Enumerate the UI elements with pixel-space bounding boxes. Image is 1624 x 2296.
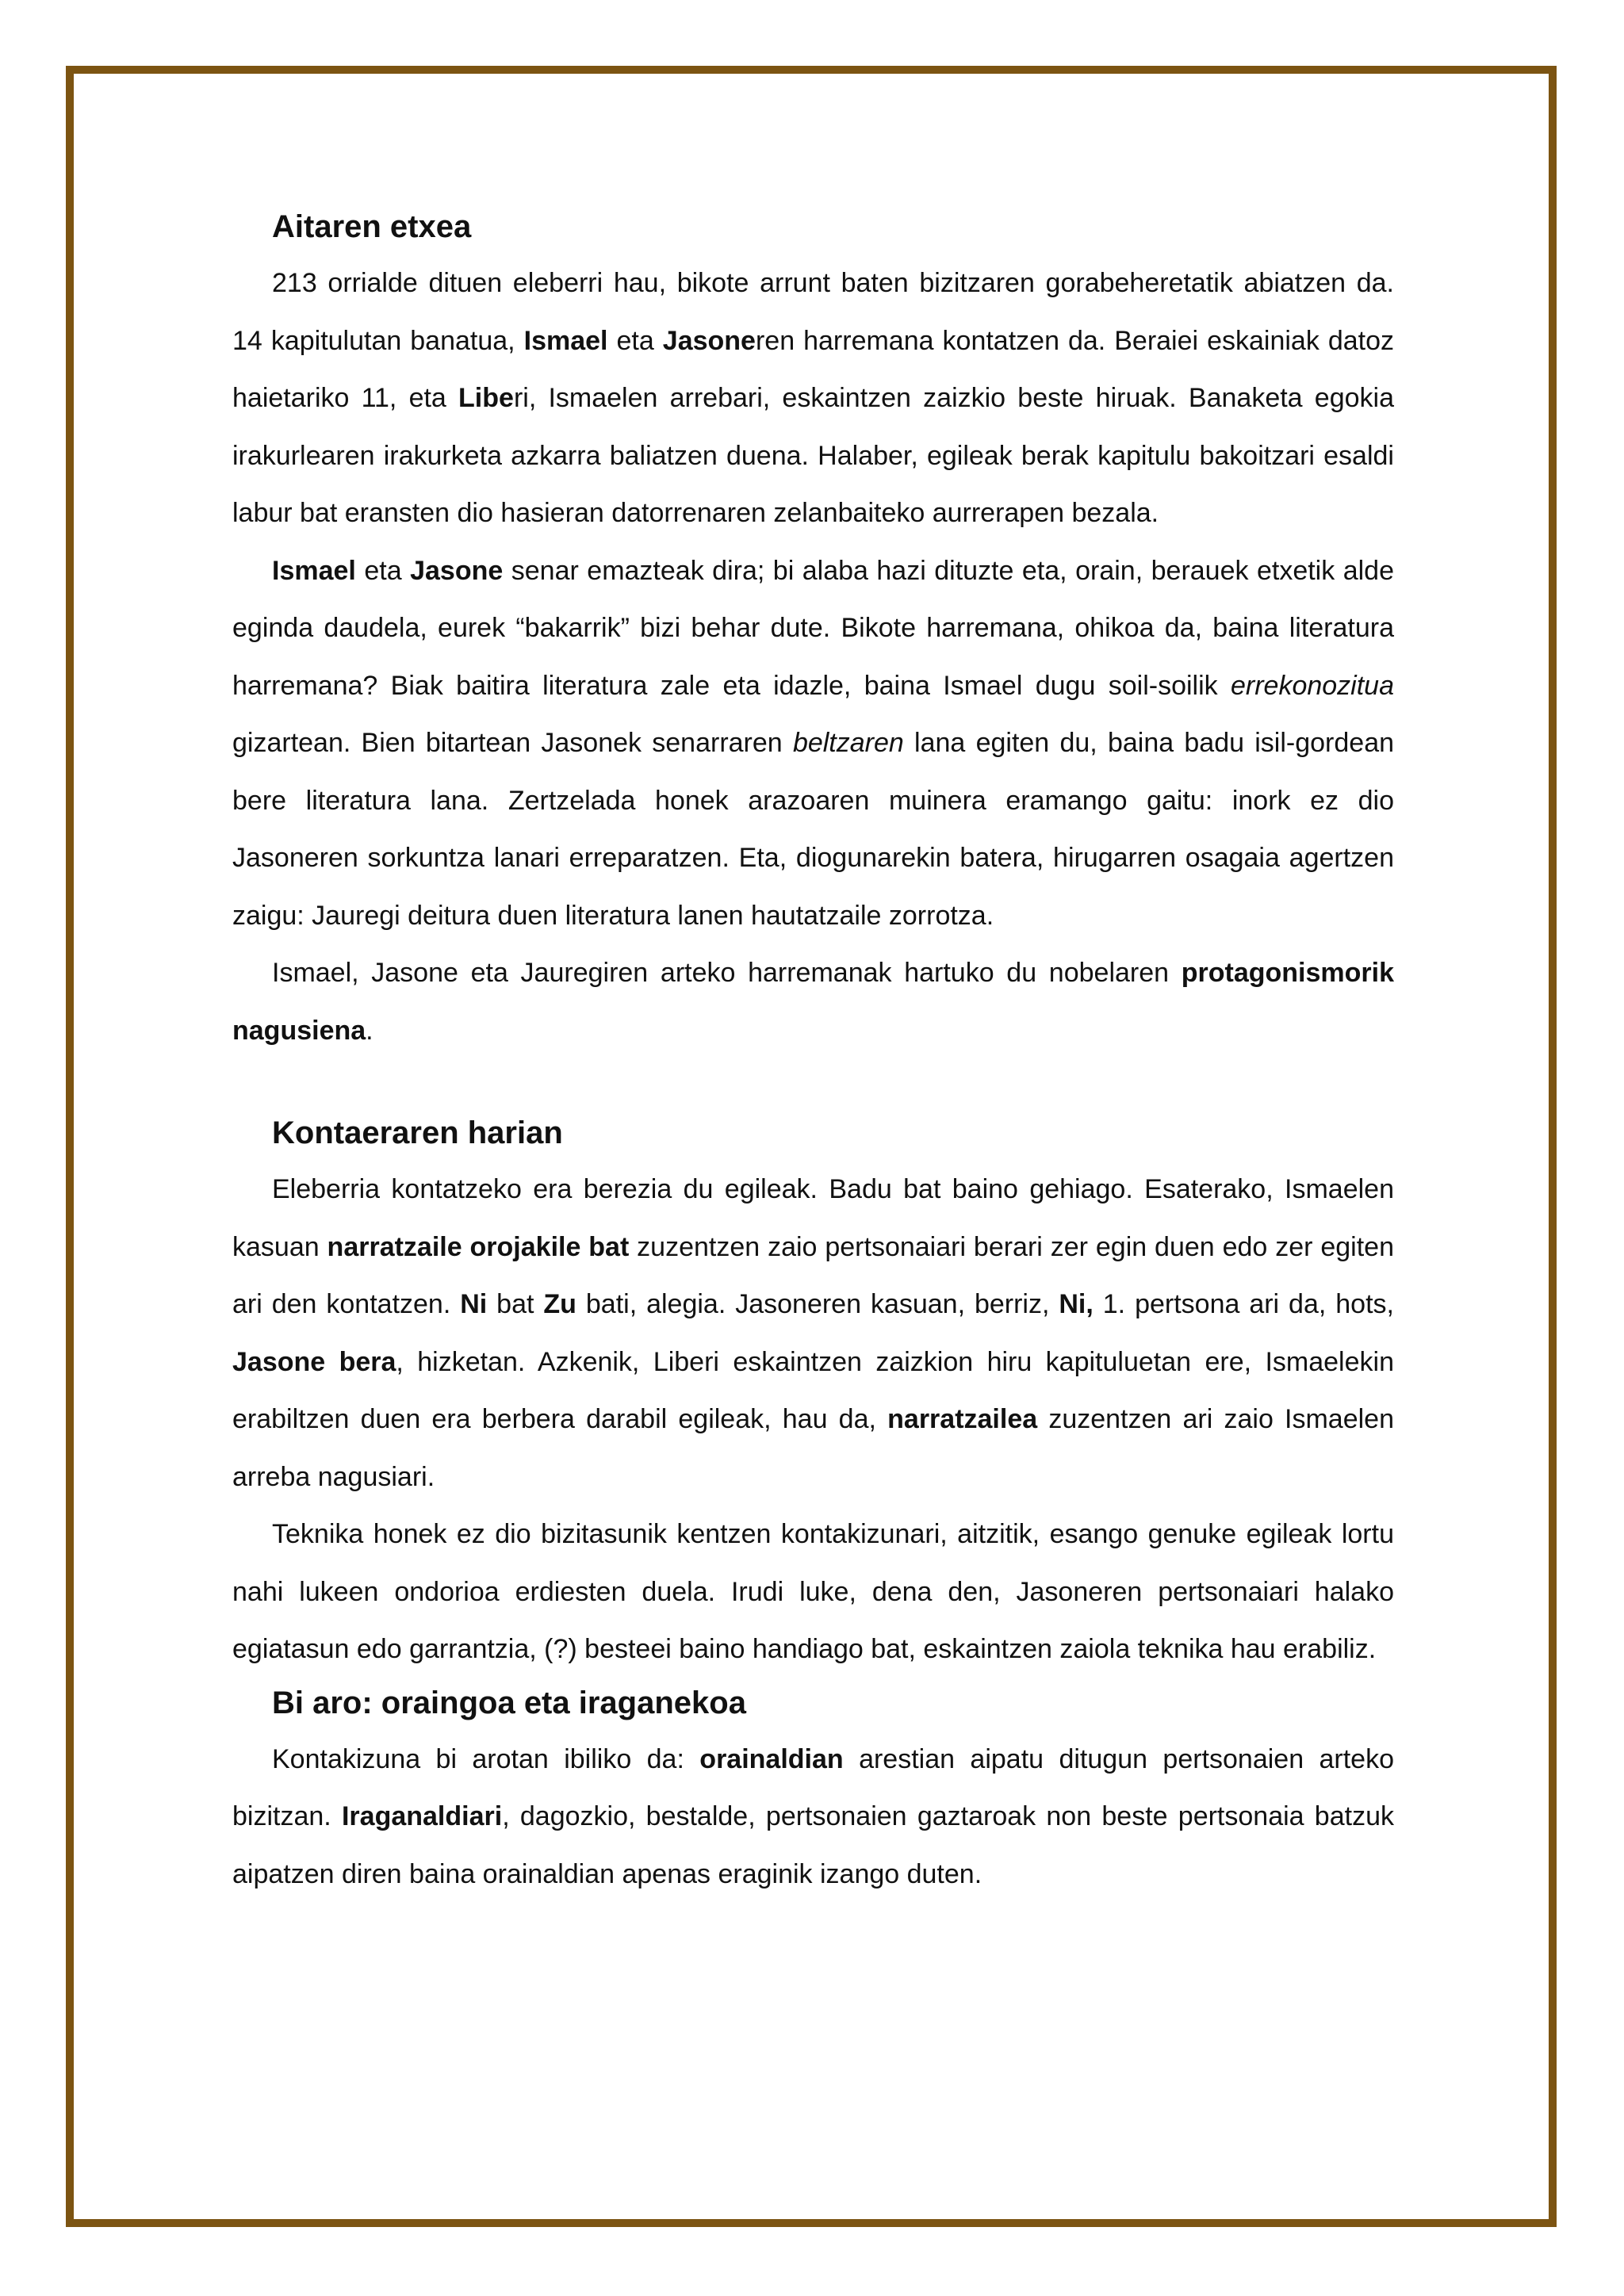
text-run: bati, alegia. Jasoneren kasuan, berriz, (576, 1289, 1059, 1319)
paragraph (232, 1506, 1394, 1678)
text-run: lana egiten du, baina badu isil-gordean bere literatura lana. Zertzelada honek arazoaren muinera eramango gaitu: inork ez dio Jasoneren sorkuntza lanari erreparatzen. Eta, diogunarekin batera, hirugarren osagaia agertzen zaigu: Jauregi deitura duen literatura lanen hautatzaile zorrotza. (232, 728, 1395, 931)
text-run: Teknika honek ez dio bizitasunik kentzen kontakizunari, aitzitik, esango genuke egileak lortu nahi lukeen ondorioa erdiesten duela. Irudi luke, dena den, Jasoneren pertsonaiari halako egiatasun edo garrantzia, (?) besteei baino handiago bat, eskaintzen zaiola teknika hau erabiliz. (232, 1519, 1394, 1664)
bold-text: narratzailea (887, 1404, 1038, 1434)
bold-text: Iraganaldiari (341, 1801, 503, 1831)
text-run: , dagozkio, bestalde, pertsonaien gaztaroak non beste pertsonaia batzuk aipatzen diren baina orainaldian apenas eraginik izango duten. (232, 1801, 1394, 1889)
italic-text: beltzaren (792, 728, 904, 758)
text-run: zuzentzen ari zaio Ismaelen arreba nagusiari. (232, 1404, 1394, 1492)
paragraph (232, 1731, 1394, 1904)
text-run: bat (487, 1289, 544, 1319)
section-heading-bi-aro: Bi aro: oraingoa eta iraganekoa (272, 1685, 746, 1720)
bold-text: Ismael (272, 555, 356, 586)
text-run: arestian aipatu ditugun pertsonaien arteko bizitzan. (232, 1743, 1394, 1831)
bold-text: Libe (458, 383, 514, 413)
text-run: zuzentzen zaio pertsonaiari berari zer egin duen edo zer egiten ari den kontatzen. (232, 1231, 1394, 1319)
text-run: Kontakizuna bi arotan ibiliko da: (272, 1743, 700, 1774)
bold-text: Jasone (410, 555, 504, 586)
section-heading-kontaeraren-harian: Kontaeraren harian (272, 1115, 563, 1150)
paragraph (232, 254, 1394, 542)
paragraph (232, 542, 1394, 945)
bold-text: orainaldian (699, 1743, 844, 1774)
text-run: , hizketan. Azkenik, Liberi eskaintzen zaizkion hiru kapituluetan ere, Ismaelekin erabiltzen duen era berbera darabil egileak, hau da, (232, 1346, 1394, 1434)
text-run: eta (355, 555, 411, 586)
bold-text: Ni (460, 1289, 488, 1319)
text-run: Eleberria kontatzeko era berezia du egileak. Badu bat baino gehiago. Esaterako, Ismaelen kasuan (232, 1174, 1394, 1262)
italic-text: errekonozitua (1230, 670, 1394, 701)
text-run: . (366, 1015, 373, 1046)
text-run: gizartean. Bien bitartean Jasonek senarraren (232, 728, 793, 758)
section-heading-aitaren-etxea: Aitaren etxea (272, 209, 472, 244)
paragraph (232, 944, 1394, 1059)
text-run: senar emazteak dira; bi alaba hazi dituzte eta, orain, berauek etxetik alde eginda daudela, eurek “bakarrik” bizi behar dute. Bikote harremana, ohikoa da, baina literatura harremana? Biak baitira literatura zale eta idazle, baina Ismael dugu soil-soilik (232, 555, 1394, 701)
bold-text: narratzaile orojakile bat (327, 1231, 630, 1262)
text-run: Ismael, Jasone eta Jauregiren arteko harremanak hartuko du nobelaren (272, 958, 1182, 988)
document-body (232, 202, 1394, 1903)
bold-text: Zu (543, 1289, 576, 1319)
bold-text: Jasone (662, 325, 756, 356)
paragraph (232, 1161, 1394, 1506)
text-run: eta (607, 325, 663, 356)
bold-text: Ni, (1059, 1289, 1094, 1319)
text-run: 213 orrialde dituen eleberri hau, bikote arrunt baten bizitzaren gorabeheretatik abiatzen da. 14 kapitulutan banatua, (232, 268, 1394, 356)
text-run: 1. pertsona ari da, hots, (1093, 1289, 1394, 1319)
bold-text: protagonismorik nagusiena (232, 958, 1394, 1046)
bold-text: Jasone bera (232, 1346, 396, 1377)
bold-text: Ismael (523, 325, 608, 356)
text-run: ren harremana kontatzen da. Beraiei eskainiak datoz haietariko 11, eta (232, 325, 1394, 413)
text-run: ri, Ismaelen arrebari, eskaintzen zaizkio beste hiruak. Banaketa egokia irakurlearen irakurketa azkarra baliatzen duena. Halaber, egileak berak kapitulu bakoitzari esaldi labur bat eransten dio hasieran datorrenaren zelanbaiteko aurrerapen bezala. (232, 383, 1394, 528)
